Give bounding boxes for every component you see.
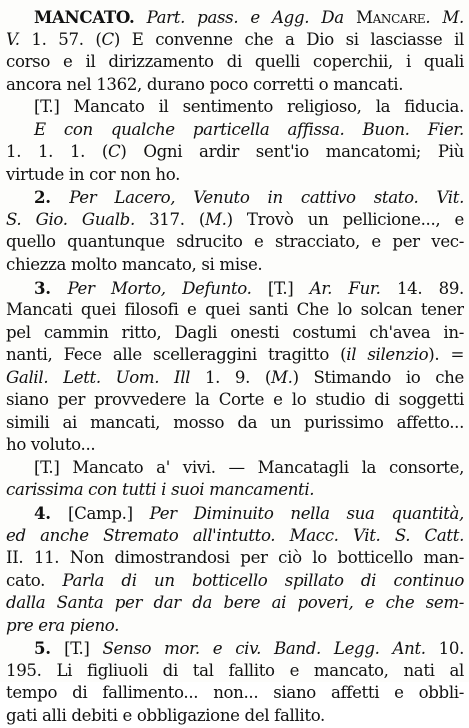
entry-text-segment: 317. ( (134, 209, 205, 229)
entry-line (6, 705, 464, 728)
entry-text-segment: 3. (34, 277, 68, 298)
entry-text-segment: Part. pass. e Agg. Da (134, 8, 356, 27)
entry-text-segment: Per Lacero, Venuto in cattivo stato. Vit. (69, 188, 464, 208)
entry-text-segment: . M. (425, 8, 464, 27)
entry-text-segment: [Camp.] (68, 504, 150, 524)
entry-text-segment: Ar. Fur. (309, 278, 381, 298)
entry-line (6, 547, 464, 570)
entry-text-segment: ) E convenne che a Dio si lasciasse il (113, 29, 464, 49)
entry-text-segment: 14. 89. (380, 278, 464, 298)
entry-line (6, 277, 464, 300)
entry-text-segment: pel cammin ritto, Dagli onesti costumi ch'avea in- (6, 322, 464, 342)
dictionary-entry-mancato (6, 6, 464, 728)
entry-text-segment: [T.] Mancato a' vivi. — Mancatagli la consorte, (34, 457, 464, 477)
entry-text-segment: Per Morto, Defunto. (67, 278, 252, 298)
entry-text-segment: [T.] Mancato il sentimento religioso, la fiducia. (34, 97, 464, 117)
entry-line (6, 479, 464, 502)
entry-line (6, 322, 464, 345)
entry-text-segment: Parla di un botticello spillato di continuo (62, 570, 464, 590)
entry-text-segment: tempo di fallimento... non... siano affetti e obbli- (6, 683, 464, 703)
entry-line (6, 637, 464, 660)
entry-text-segment: Mancare (355, 8, 426, 27)
entry-line (6, 141, 464, 164)
entry-line (6, 209, 464, 232)
entry-text-segment: carissima con tutti i suoi mancamenti. (6, 480, 315, 500)
entry-text-segment: nanti, Fece alle scelleraggini tragitto ( (6, 345, 347, 365)
entry-line (6, 502, 464, 525)
entry-text-segment: gati alli debiti e obbligazione del fallito. (6, 705, 325, 725)
entry-text-segment: 2. (34, 187, 70, 208)
entry-text-segment: ) Stimando io che (292, 367, 464, 387)
entry-text-segment: il silenzio (346, 345, 429, 365)
entry-text-segment: 1. 57. ( (19, 29, 102, 49)
entry-text-segment: ). = (428, 345, 464, 365)
entry-line (6, 592, 464, 615)
entry-text-segment: [T.] (64, 639, 103, 659)
entry-text-segment: siano per provvedere la Corte e lo studio di soggetti (6, 390, 464, 410)
entry-line (6, 389, 464, 412)
entry-text-segment: 10. (425, 639, 464, 659)
entry-text-segment: ed anche Stremato all'intutto. Macc. Vit. S. Catt. (6, 525, 464, 545)
entry-line (6, 660, 464, 683)
entry-line (6, 457, 464, 480)
entry-line (6, 682, 464, 705)
entry-text-segment: ) Ogni ardir sent'io mancatomi; Più (120, 142, 464, 162)
entry-text-segment: C (101, 29, 114, 49)
entry-text-segment: M. (271, 367, 293, 387)
entry-text-segment: Senso mor. e civ. Band. Legg. Ant. (102, 639, 426, 659)
entry-line (6, 299, 464, 322)
entry-line (6, 344, 464, 367)
entry-line (6, 186, 464, 209)
entry-line (6, 164, 464, 187)
entry-line (6, 231, 464, 254)
entry-text-segment: cato. (6, 570, 63, 590)
entry-text-segment: ) Trovò un pellicione..., e (226, 209, 464, 229)
entry-text-segment: M. (205, 209, 227, 229)
entry-text-segment: II. 11. Non dimostrandosi per ciò lo botticello man- (6, 548, 464, 568)
entry-text-segment: MANCATO. (34, 7, 135, 27)
entry-text-segment: [T.] (251, 278, 310, 298)
entry-text-segment: 195. Li figliuoli di tal fallito e mancato, nati al (6, 660, 464, 680)
entry-line (6, 74, 464, 97)
entry-text-segment: 1. 9. ( (190, 367, 271, 387)
entry-line (6, 254, 464, 277)
entry-text-segment: ho voluto... (6, 435, 96, 455)
entry-text-segment: simili ai mancati, mosso da un purissimo affetto... (6, 412, 464, 432)
entry-text-segment: 5. (34, 638, 65, 659)
entry-text-segment: E con qualche particella affissa. Buon. Fier. (34, 119, 464, 139)
entry-text-segment: quello quantunque sdrucito e stracciato, e per vec- (6, 232, 464, 252)
entry-line (6, 6, 464, 29)
entry-line (6, 96, 464, 119)
entry-text-segment: Per Diminuito nella sua quantità, (149, 504, 464, 524)
entry-line (6, 367, 464, 390)
entry-text-segment: Galil. Lett. Uom. Ill (6, 367, 191, 387)
entry-text-segment: ancora nel 1362, durano poco corretti o mancati. (6, 74, 404, 94)
entry-line (6, 615, 464, 638)
entry-line (6, 434, 464, 457)
entry-line (6, 412, 464, 435)
entry-text-segment: dalla Santa per dar da bere ai poveri, e che sem- (6, 593, 464, 613)
entry-text-segment: virtude in cor non ho. (6, 164, 181, 184)
entry-text-segment: 4. (34, 503, 69, 524)
entry-text-segment: C (108, 142, 121, 162)
entry-line (6, 525, 464, 548)
entry-text-segment: corso e il dirizzamento di quelli coperchii, i quali (6, 52, 464, 72)
entry-line (6, 51, 464, 74)
entry-text-segment: 1. 1. 1. ( (6, 142, 109, 162)
entry-line (6, 29, 464, 52)
entry-text-segment: Mancati quei filosofi e quei santi Che lo solcan tener (6, 300, 464, 320)
entry-line (6, 119, 464, 142)
entry-text-segment: V. (6, 29, 20, 49)
entry-text-segment: pre era pieno. (6, 615, 120, 635)
entry-text-segment: S. Gio. Gualb. (6, 209, 135, 229)
entry-text-segment: chiezza molto mancato, si mise. (6, 255, 263, 275)
entry-line (6, 570, 464, 593)
